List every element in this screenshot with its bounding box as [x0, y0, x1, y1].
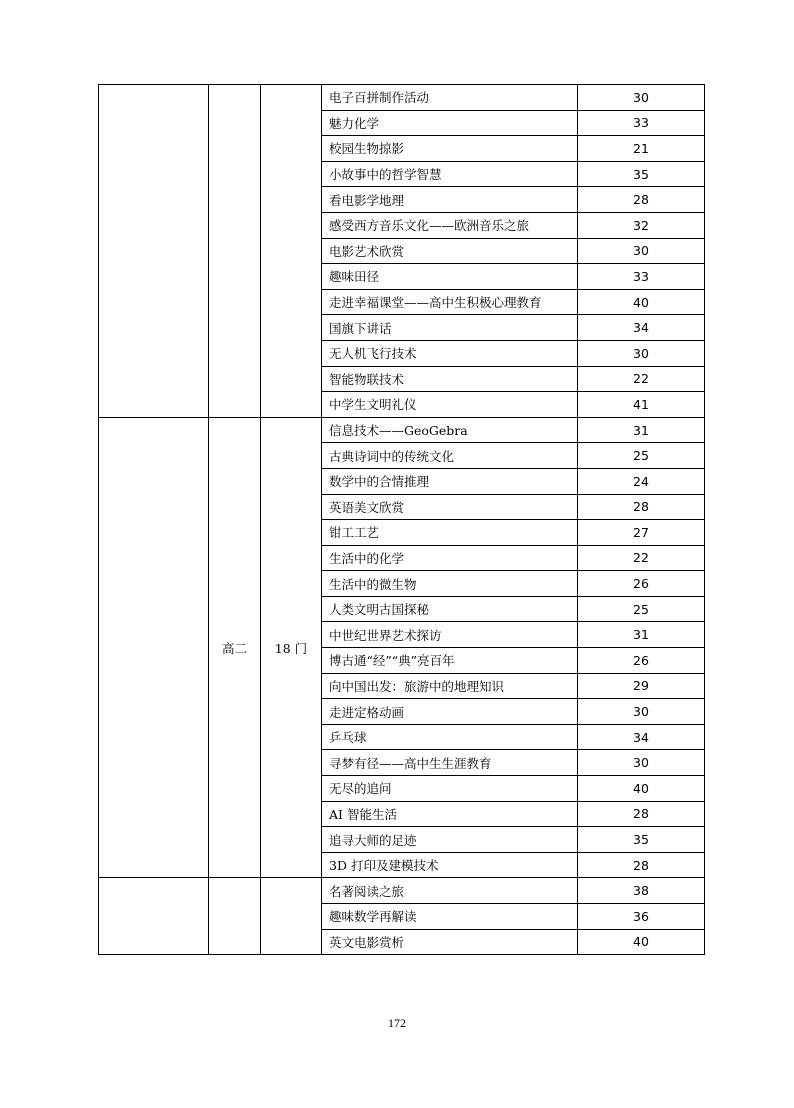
course-value-cell: 35	[578, 161, 705, 187]
course-value-cell: 30	[578, 340, 705, 366]
course-name-cell: AI 智能生活	[322, 801, 578, 827]
category-cell	[99, 85, 209, 418]
course-name-cell: 中世纪世界艺术探访	[322, 622, 578, 648]
course-name-cell: 人类文明古国探秘	[322, 596, 578, 622]
course-value-cell: 30	[578, 699, 705, 725]
course-value-cell: 35	[578, 827, 705, 853]
course-name-cell: 钳工工艺	[322, 520, 578, 546]
course-value-cell: 40	[578, 929, 705, 955]
course-name-cell: 小故事中的哲学智慧	[322, 161, 578, 187]
course-value-cell: 28	[578, 187, 705, 213]
course-count-cell: 18 门	[261, 417, 322, 878]
course-value-cell: 25	[578, 443, 705, 469]
course-name-cell: 趣味田径	[322, 264, 578, 290]
course-value-cell: 25	[578, 596, 705, 622]
course-value-cell: 40	[578, 776, 705, 802]
table-row	[99, 878, 705, 904]
grade-cell	[209, 85, 261, 418]
course-name-cell: 信息技术——GeoGebra	[322, 417, 578, 443]
course-value-cell: 28	[578, 852, 705, 878]
course-name-cell: 英语美文欣赏	[322, 494, 578, 520]
course-value-cell: 30	[578, 85, 705, 111]
course-name-cell: 国旗下讲话	[322, 315, 578, 341]
course-value-cell: 24	[578, 468, 705, 494]
course-value-cell: 28	[578, 494, 705, 520]
course-name-cell: 感受西方音乐文化——欧洲音乐之旅	[322, 212, 578, 238]
course-value-cell: 34	[578, 724, 705, 750]
table-body	[99, 85, 705, 955]
course-name-cell: 电子百拼制作活动	[322, 85, 578, 111]
course-name-cell: 走进幸福课堂——高中生积极心理教育	[322, 289, 578, 315]
course-value-cell: 38	[578, 878, 705, 904]
course-name-cell: 中学生文明礼仪	[322, 392, 578, 418]
course-name-cell: 向中国出发：旅游中的地理知识	[322, 673, 578, 699]
course-name-cell: 古典诗词中的传统文化	[322, 443, 578, 469]
course-value-cell: 27	[578, 520, 705, 546]
course-name-cell: 英文电影赏析	[322, 929, 578, 955]
course-name-cell: 博古通“经”“典”亮百年	[322, 648, 578, 674]
course-value-cell: 41	[578, 392, 705, 418]
course-name-cell: 看电影学地理	[322, 187, 578, 213]
course-name-cell: 校园生物掠影	[322, 136, 578, 162]
course-name-cell: 名著阅读之旅	[322, 878, 578, 904]
course-name-cell: 追寻大师的足迹	[322, 827, 578, 853]
course-value-cell: 36	[578, 904, 705, 930]
course-name-cell: 乒乓球	[322, 724, 578, 750]
course-value-cell: 31	[578, 622, 705, 648]
grade-cell: 高二	[209, 417, 261, 878]
course-name-cell: 寻梦有径——高中生生涯教育	[322, 750, 578, 776]
course-value-cell: 34	[578, 315, 705, 341]
course-value-cell: 21	[578, 136, 705, 162]
table-row	[99, 417, 705, 443]
course-name-cell: 智能物联技术	[322, 366, 578, 392]
category-cell	[99, 878, 209, 955]
page-number: 172	[388, 1016, 406, 1030]
course-name-cell: 3D 打印及建模技术	[322, 852, 578, 878]
course-name-cell: 电影艺术欣赏	[322, 238, 578, 264]
course-count-cell	[261, 878, 322, 955]
course-name-cell: 魅力化学	[322, 110, 578, 136]
course-value-cell: 26	[578, 571, 705, 597]
course-count-cell	[261, 85, 322, 418]
course-value-cell: 33	[578, 110, 705, 136]
table-row	[99, 85, 705, 111]
course-value-cell: 31	[578, 417, 705, 443]
course-name-cell: 生活中的微生物	[322, 571, 578, 597]
course-value-cell: 30	[578, 238, 705, 264]
course-value-cell: 28	[578, 801, 705, 827]
course-name-cell: 趣味数学再解读	[322, 904, 578, 930]
course-name-cell: 数学中的合情推理	[322, 468, 578, 494]
course-value-cell: 22	[578, 545, 705, 571]
course-table	[98, 84, 705, 955]
course-name-cell: 走进定格动画	[322, 699, 578, 725]
course-value-cell: 32	[578, 212, 705, 238]
course-value-cell: 30	[578, 750, 705, 776]
course-value-cell: 26	[578, 648, 705, 674]
course-value-cell: 29	[578, 673, 705, 699]
course-name-cell: 无尽的追问	[322, 776, 578, 802]
course-value-cell: 22	[578, 366, 705, 392]
course-name-cell: 生活中的化学	[322, 545, 578, 571]
course-value-cell: 33	[578, 264, 705, 290]
course-value-cell: 40	[578, 289, 705, 315]
grade-cell	[209, 878, 261, 955]
category-cell	[99, 417, 209, 878]
course-name-cell: 无人机飞行技术	[322, 340, 578, 366]
